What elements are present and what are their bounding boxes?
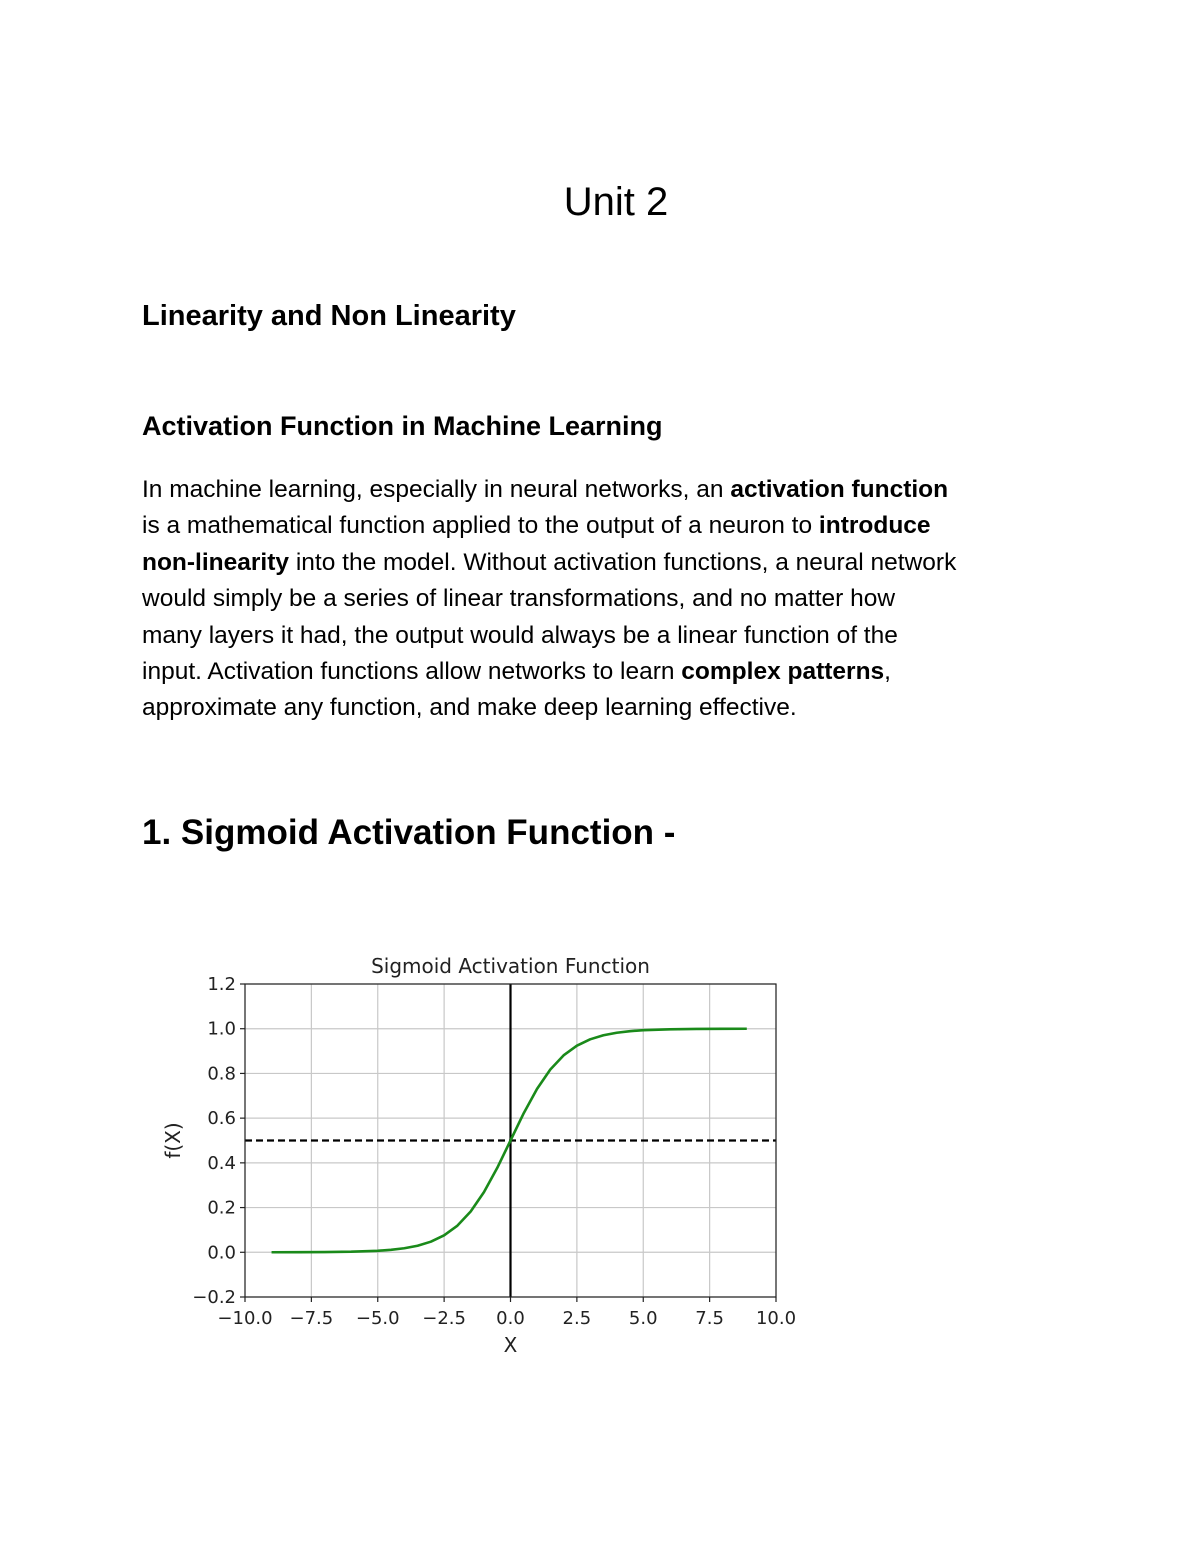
text-run: approximate any function, and make deep learning effective. [142, 694, 797, 722]
x-tick-label: 2.5 [562, 1308, 592, 1329]
sigmoid-heading: 1. Sigmoid Activation Function - [142, 813, 676, 852]
paragraph-line [142, 472, 1072, 508]
paragraph-line [142, 618, 1072, 654]
bold-term: introduce [818, 512, 931, 540]
subsection-heading: Activation Function in Machine Learning [142, 411, 663, 441]
section-heading: Linearity and Non Linearity [142, 300, 516, 332]
x-tick-label: 5.0 [628, 1308, 658, 1329]
paragraph-line [142, 508, 1072, 544]
x-tick-label: −10.0 [217, 1308, 273, 1329]
text-run: would simply be a series of linear transformations, and no matter how [142, 585, 896, 613]
x-tick-label: 10.0 [755, 1308, 797, 1329]
paragraph-line [142, 581, 1072, 617]
x-tick-label: 0.0 [496, 1308, 525, 1329]
text-run: input. Activation functions allow networks to learn [142, 658, 682, 686]
text-run: is a mathematical function applied to the output of a neuron to [142, 512, 819, 540]
x-axis-label: X [503, 1333, 518, 1357]
x-tick-label: −2.5 [422, 1308, 466, 1329]
text-run: , [884, 658, 891, 686]
y-tick-label: 0.4 [207, 1152, 236, 1174]
x-tick-label: 7.5 [695, 1308, 724, 1329]
x-tick-label: −7.5 [289, 1308, 334, 1329]
bold-term: non-linearity [142, 548, 290, 576]
y-tick-label: 0.2 [207, 1197, 236, 1219]
y-tick-label: −0.2 [192, 1287, 236, 1308]
bold-term: complex patterns [681, 658, 885, 686]
y-tick-label: 1.0 [207, 1018, 236, 1040]
text-run: into the model. Without activation functions, a neural network [289, 548, 957, 576]
y-tick-label: 0.0 [207, 1242, 236, 1264]
y-tick-label: 0.6 [207, 1108, 236, 1130]
intro-paragraph [142, 472, 1072, 727]
y-tick-label: 1.2 [207, 974, 236, 995]
y-tick-label: 0.8 [207, 1063, 236, 1085]
chart-title: Sigmoid Activation Function [371, 954, 650, 978]
sigmoid-chart [150, 945, 810, 1375]
text-run: In machine learning, especially in neural networks, an [142, 476, 731, 503]
bold-term: activation function [730, 476, 949, 503]
paragraph-line [142, 654, 1072, 690]
unit-title: Unit 2 [563, 180, 669, 224]
text-run: many layers it had, the output would always be a linear function of the [142, 621, 898, 649]
paragraph-line [142, 690, 1072, 726]
x-tick-label: −5.0 [355, 1308, 400, 1329]
paragraph-line [142, 545, 1072, 581]
y-axis-label: f(X) [161, 1122, 185, 1159]
